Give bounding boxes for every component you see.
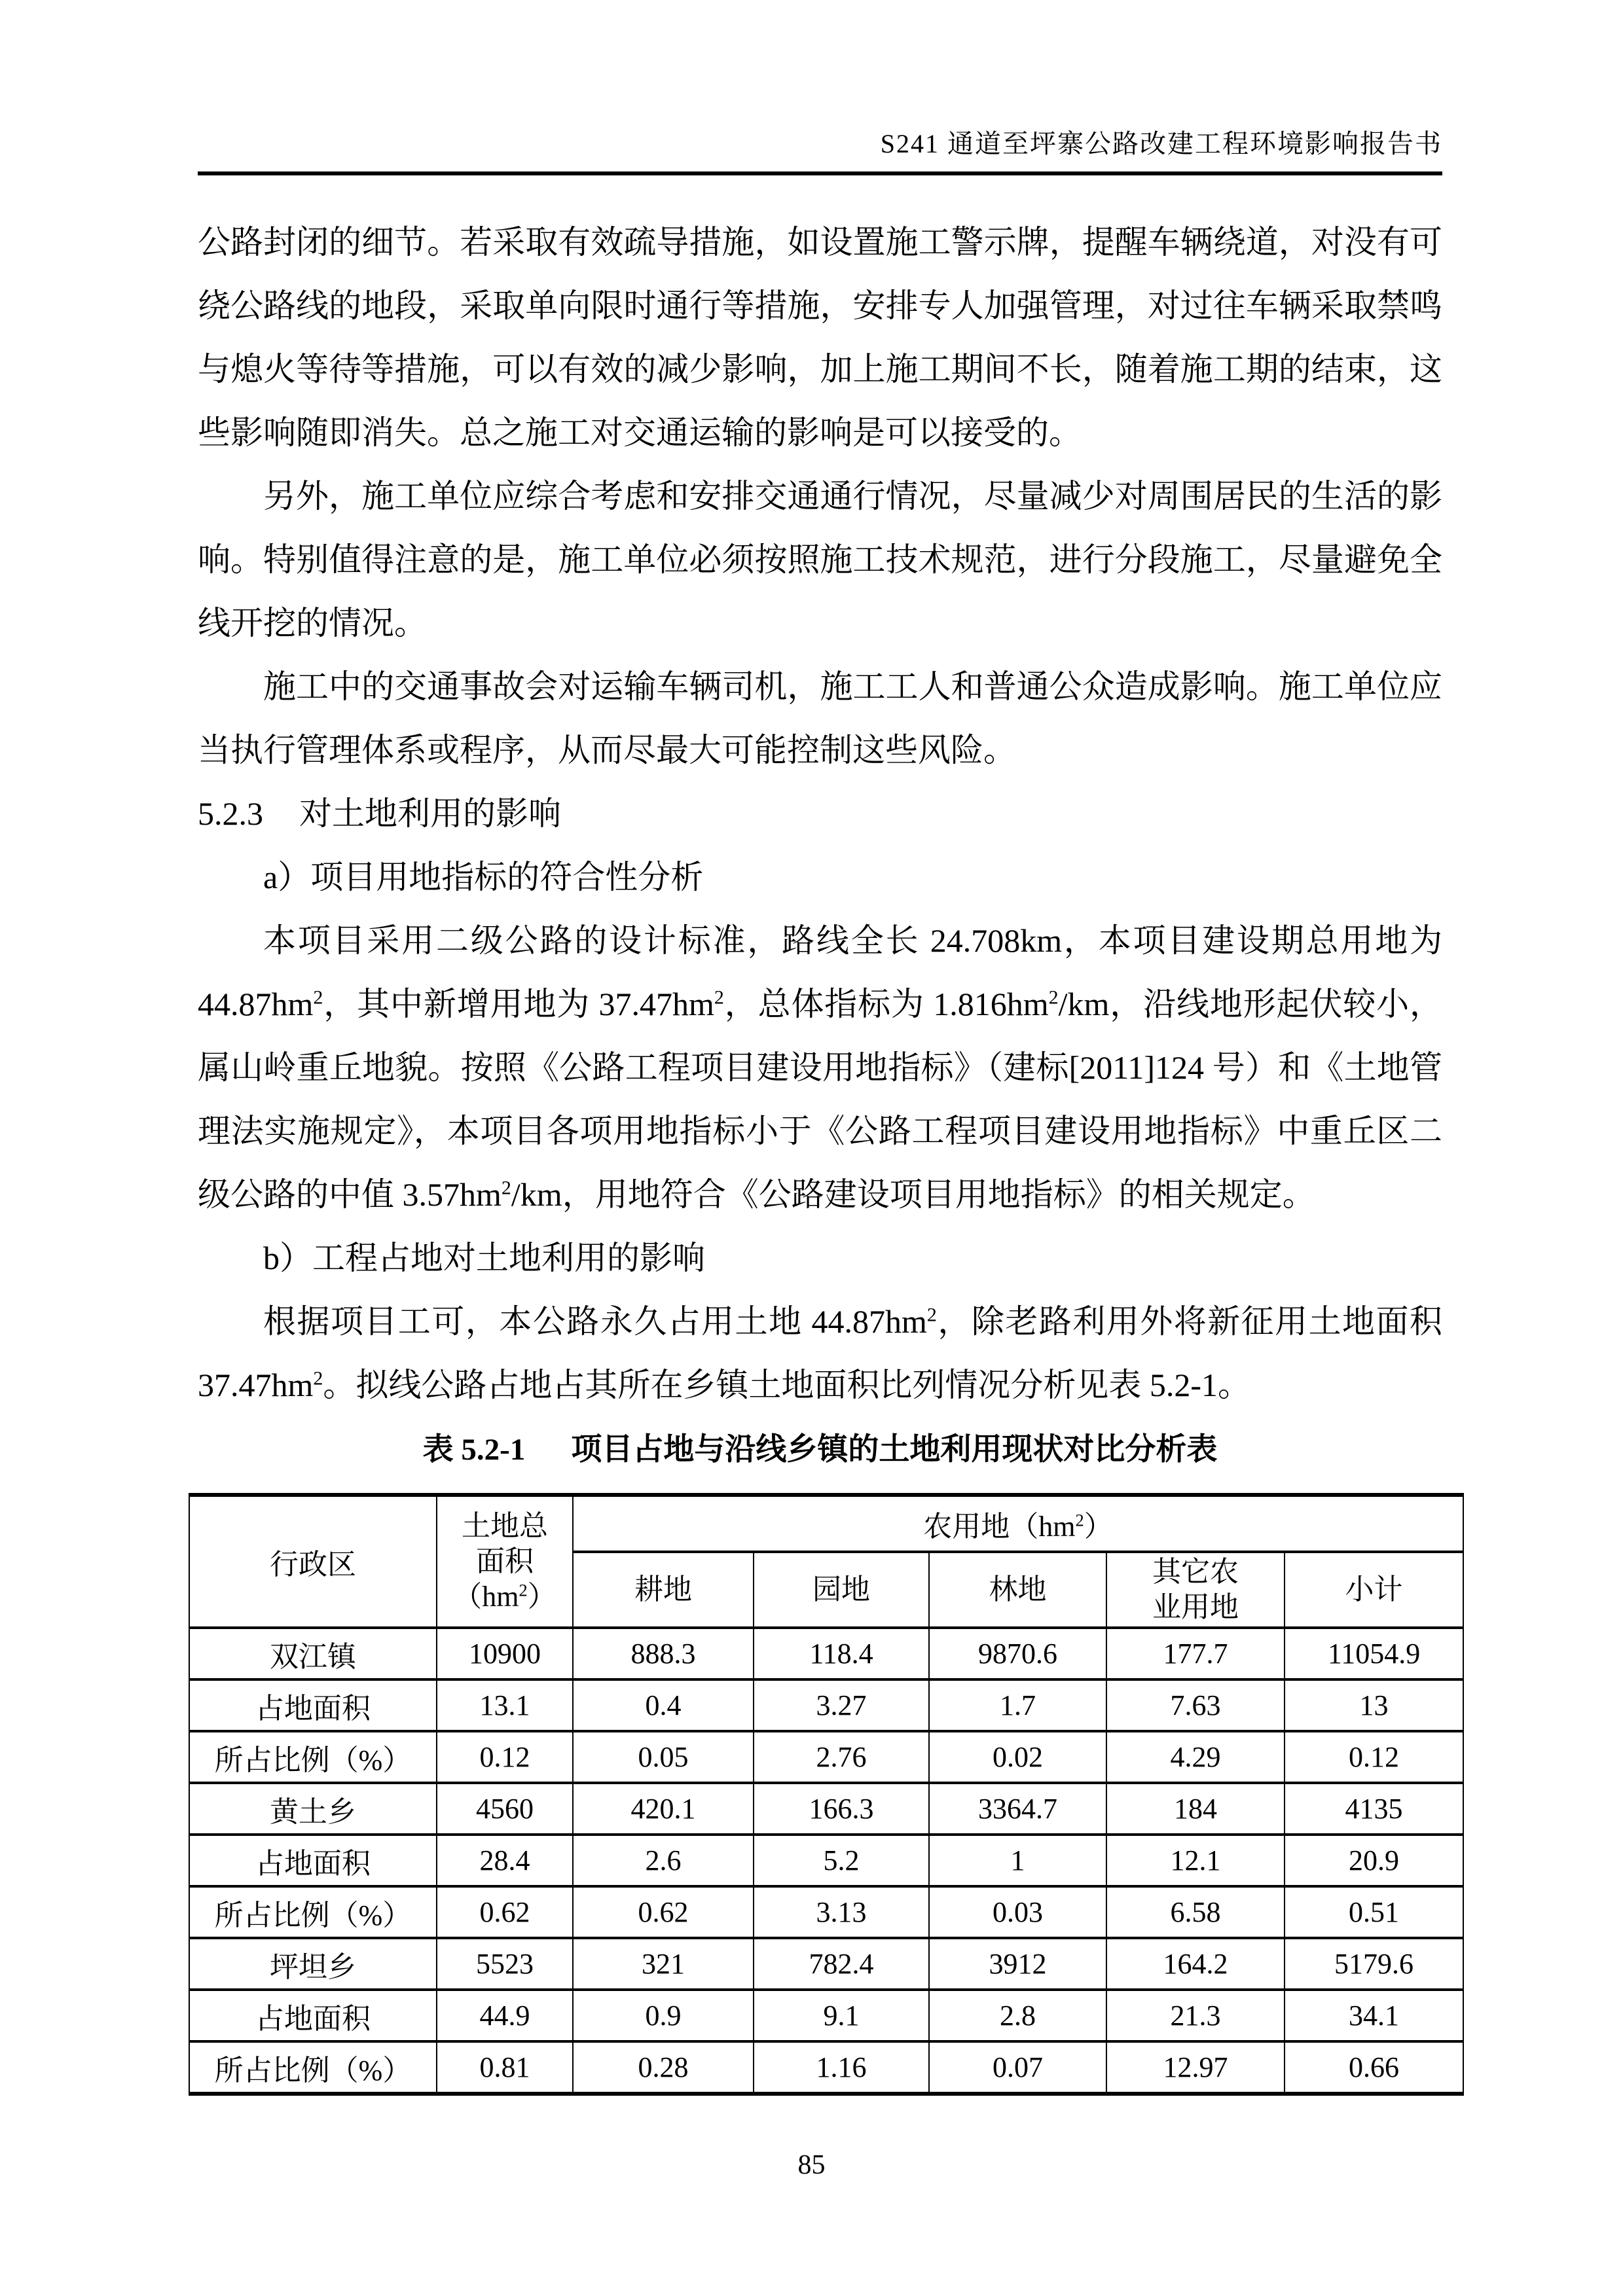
col-header-cultivated-land: 耕地 — [573, 1552, 754, 1628]
value-cell: 4135 — [1285, 1783, 1463, 1835]
value-cell: 888.3 — [573, 1628, 754, 1679]
row-label-cell: 所占比例（%） — [189, 1886, 437, 1938]
value-cell: 0.07 — [929, 2041, 1106, 2094]
value-cell: 21.3 — [1106, 1990, 1285, 2041]
row-label-cell: 双江镇 — [189, 1628, 437, 1679]
value-cell: 13 — [1285, 1679, 1463, 1731]
value-cell: 2.8 — [929, 1990, 1106, 2041]
value-cell: 782.4 — [754, 1938, 929, 1990]
col-header-total-land-area — [437, 1495, 573, 1628]
table-row — [189, 1990, 1463, 2041]
value-cell: 0.02 — [929, 1731, 1106, 1783]
table-caption — [198, 1424, 1442, 1476]
paragraph-land-indicator: 本项目采用二级公路的设计标准，路线全长 24.708km，本项目建设期总用地为 $44.87hm^2$，其中新增用地为 $37.47hm^2$，总体指标为 $1.816hm^2/km$，沿线地形起伏较小，属山岭重丘地貌。按照《公路工程项目建设用地指标》（建标[2011]124 号）和《土地管理法实施规定》，本项目各项用地指标小于《公路工程项目建设用地指标》中重丘区二级公路的中值 $3.57hm^2/km$，用地符合《公路建设项目用地指标》的相关规定。 — [198, 922, 1442, 1213]
running-header — [198, 124, 1442, 175]
col-header-forest-land: 林地 — [929, 1552, 1106, 1628]
value-cell: 0.03 — [929, 1886, 1106, 1938]
value-cell: 0.81 — [437, 2041, 573, 2094]
value-cell: 9.1 — [754, 1990, 929, 2041]
table-row — [189, 1938, 1463, 1990]
table-row — [189, 2041, 1463, 2094]
row-label-cell: 所占比例（%） — [189, 1731, 437, 1783]
value-cell: 0.62 — [573, 1886, 754, 1938]
value-cell: 0.28 — [573, 2041, 754, 2094]
value-cell: 0.62 — [437, 1886, 573, 1938]
value-cell: 6.58 — [1106, 1886, 1285, 1938]
value-cell: 7.63 — [1106, 1679, 1285, 1731]
value-cell: 28.4 — [437, 1835, 573, 1886]
page-content — [198, 124, 1442, 2096]
value-cell: 184 — [1106, 1783, 1285, 1835]
value-cell: 3364.7 — [929, 1783, 1106, 1835]
value-cell: 44.9 — [437, 1990, 573, 2041]
running-header-title: S241 通道至坪寨公路改建工程环境影响报告书 — [880, 129, 1442, 158]
value-cell: 1.7 — [929, 1679, 1106, 1731]
section-heading-523 — [198, 782, 1442, 846]
col-header-other-agricultural-land: 其它农 业用地 — [1106, 1552, 1285, 1628]
value-cell: 118.4 — [754, 1628, 929, 1679]
row-label-cell: 占地面积 — [189, 1835, 437, 1886]
value-cell: 10900 — [437, 1628, 573, 1679]
value-cell: 321 — [573, 1938, 754, 1990]
value-cell: 5179.6 — [1285, 1938, 1463, 1990]
value-cell: 0.12 — [437, 1731, 573, 1783]
value-cell: 166.3 — [754, 1783, 929, 1835]
value-cell: 0.4 — [573, 1679, 754, 1731]
value-cell: 3.27 — [754, 1679, 929, 1731]
row-label-cell: 占地面积 — [189, 1679, 437, 1731]
col-header-admin-region: 行政区 — [189, 1495, 437, 1628]
table-row — [189, 1628, 1463, 1679]
table-row — [189, 1886, 1463, 1938]
paragraph-traffic-accident: 施工中的交通事故会对运输车辆司机，施工工人和普通公众造成影响。施工单位应当执行管理体系或程序，从而尽最大可能控制这些风险。 — [198, 668, 1442, 768]
value-cell: 5.2 — [754, 1835, 929, 1886]
value-cell: 0.66 — [1285, 2041, 1463, 2094]
value-cell: 2.6 — [573, 1835, 754, 1886]
value-cell: 20.9 — [1285, 1835, 1463, 1886]
table-caption-label: 表 5.2-1 — [422, 1433, 526, 1467]
col-header-total-lines: 土地总 面积 — [462, 1510, 548, 1577]
value-cell: 164.2 — [1106, 1938, 1285, 1990]
col-header-total-unit: $(hm^2)$ — [453, 1580, 556, 1613]
value-cell: 177.7 — [1106, 1628, 1285, 1679]
value-cell: 34.1 — [1285, 1990, 1463, 2041]
value-cell: 0.51 — [1285, 1886, 1463, 1938]
row-label-cell: 黄土乡 — [189, 1783, 437, 1835]
paragraph-traffic-closure: 公路封闭的细节。若采取有效疏导措施，如设置施工警示牌，提醒车辆绕道，对没有可绕公路线的地段，采取单向限时通行等措施，安排专人加强管理，对过往车辆采取禁鸣与熄火等待等措施，可以有效的减少影响，加上施工期间不长，随着施工期的结束，这些影响随即消失。总之施工对交通运输的影响是可以接受的。 — [198, 224, 1442, 451]
value-cell: 3912 — [929, 1938, 1106, 1990]
table-caption-title: 项目占地与沿线乡镇的土地利用现状对比分析表 — [571, 1433, 1218, 1467]
item-b-heading: b）工程占地对土地利用的影响 — [263, 1240, 705, 1276]
value-cell: 5523 — [437, 1938, 573, 1990]
value-cell: 0.9 — [573, 1990, 754, 2041]
value-cell: 11054.9 — [1285, 1628, 1463, 1679]
paragraph-construction-unit: 另外，施工单位应综合考虑和安排交通通行情况，尽量减少对周围居民的生活的影响。特别值得注意的是，施工单位必须按照施工技术规范，进行分段施工，尽量避免全线开挖的情况。 — [198, 478, 1442, 641]
value-cell: 12.1 — [1106, 1835, 1285, 1886]
value-cell: 4.29 — [1106, 1731, 1285, 1783]
row-label-cell: 坪坦乡 — [189, 1938, 437, 1990]
section-number: 5.2.3 — [198, 795, 263, 832]
page-number: 85 — [797, 2150, 826, 2180]
col-header-subtotal: 小计 — [1285, 1552, 1463, 1628]
value-cell: 2.76 — [754, 1731, 929, 1783]
value-cell: 1.16 — [754, 2041, 929, 2094]
section-title: 对土地利用的影响 — [299, 795, 561, 832]
paragraph-land-occupation: 根据项目工可，本公路永久占用土地 $44.87hm^2$，除老路利用外将新征用土地面积 $37.47hm^2$。拟线公路占地占其所在乡镇土地面积比列情况分析见表 5.2-1。 — [198, 1303, 1442, 1403]
value-cell: 9870.6 — [929, 1628, 1106, 1679]
land-use-table — [189, 1493, 1464, 2096]
row-label-cell: 占地面积 — [189, 1990, 437, 2041]
value-cell: 1 — [929, 1835, 1106, 1886]
table-row — [189, 1731, 1463, 1783]
table-body — [189, 1628, 1463, 2094]
table-row — [189, 1679, 1463, 1731]
table-header — [189, 1495, 1463, 1628]
table-row — [189, 1783, 1463, 1835]
table-row — [189, 1835, 1463, 1886]
col-header-garden-land: 园地 — [754, 1552, 929, 1628]
value-cell: 4560 — [437, 1783, 573, 1835]
value-cell: 0.05 — [573, 1731, 754, 1783]
item-a-heading: a）项目用地指标的符合性分析 — [263, 859, 704, 895]
col-header-agricultural-land: 农用地$(hm^2)$ — [573, 1495, 1463, 1552]
value-cell: 12.97 — [1106, 2041, 1285, 2094]
value-cell: 0.12 — [1285, 1731, 1463, 1783]
value-cell: 3.13 — [754, 1886, 929, 1938]
value-cell: 13.1 — [437, 1679, 573, 1731]
value-cell: 420.1 — [573, 1783, 754, 1835]
row-label-cell: 所占比例（%） — [189, 2041, 437, 2094]
